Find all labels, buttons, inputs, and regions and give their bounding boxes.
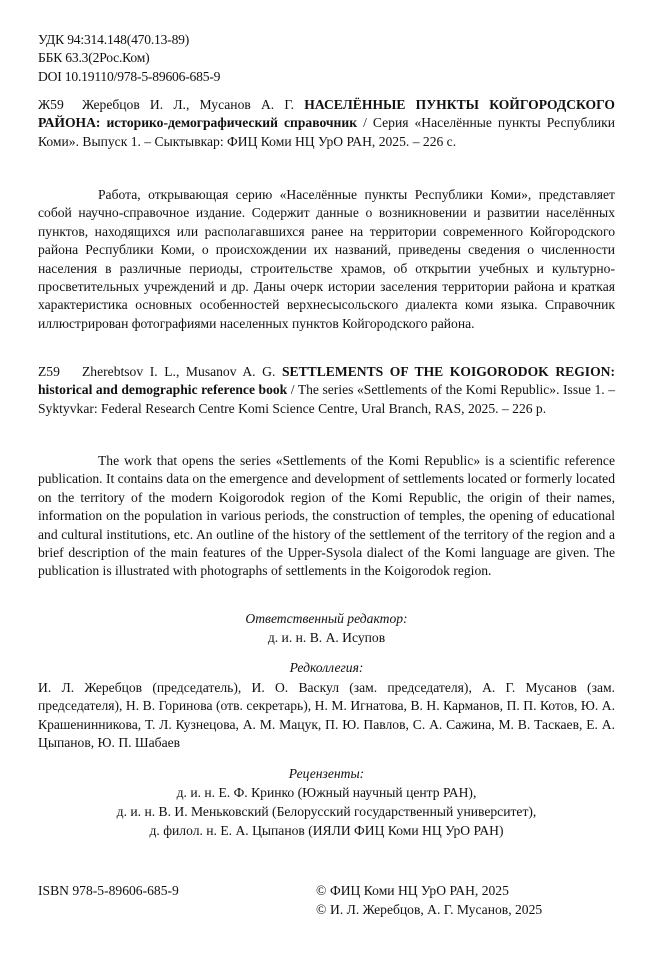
doi-code: DOI 10.19110/978-5-89606-685-9: [38, 68, 221, 84]
en-author-code: Z59: [38, 364, 60, 379]
editor-label: Ответственный редактор:: [245, 611, 408, 626]
ru-bibliographic-entry: [38, 96, 615, 151]
board-label: Редколлегия:: [289, 660, 364, 675]
ru-title: НАСЕЛЁННЫЕ ПУНКТЫ КОЙГОРОДСКОГО РАЙОНА: историко-демографический справочник: [38, 97, 616, 131]
classification-codes: [38, 31, 220, 86]
copyright-icon: ©: [316, 902, 327, 917]
udk-code: УДК 94:314.148(470.13-89): [38, 32, 190, 47]
ru-author-code: Ж59: [38, 97, 64, 112]
isbn: ISBN 978-5-89606-685-9: [38, 883, 179, 898]
reviewers-label: Рецензенты:: [288, 766, 365, 781]
en-authors: Zherebtsov I. L., Musanov A. G.: [82, 364, 282, 379]
editor-name: д. и. н. В. А. Исупов: [267, 630, 386, 645]
en-title: SETTLEMENTS OF THE KOIGORODOK REGION: historical and demographic reference book: [38, 364, 615, 398]
copyright-line-1: © ФИЦ Коми НЦ УрО РАН, 2025: [316, 882, 509, 900]
copyright-icon: ©: [316, 883, 327, 898]
en-abstract: The work that opens the series «Settlements of the Komi Republic» is a scientific reference publication. It contains data on the emergence and development of settlements located or formerly located on the territory of the modern Koigorodok region of the Komi Republic, the origin of their names, information on the population in various periods, the construction of temples, the opening of educational and cultural institutions, etc. An outline of the history of the settlement of the territory of the region and a brief description of the main features of the Upper-Sysola dialect of the Komi language are given. The publication is illustrated with photographs of settlements in the Koigorodok region.: [38, 453, 615, 579]
en-publication-info: / The series «Settlements of the Komi Republic». Issue 1. – Syktyvkar: Federal Research Centre Komi Science Centre, Ural Branch, RAS, 2025. – 226 p.: [38, 382, 616, 416]
ru-authors: Жеребцов И. Л., Мусанов А. Г.: [82, 97, 305, 112]
reviewer-2: д. и. н. В. И. Меньковский (Белорусский государственный университет),: [116, 804, 537, 819]
en-bibliographic-entry: [38, 363, 615, 418]
ru-abstract: Работа, открывающая серию «Населённые пункты Республики Коми», представляет собой научно-справочное издание. Содержит данные о возникновении и развитии населённых пунктов, находящихся или располагавшихся ранее на территории современного Койгородского района Республики Коми, о происхождении их названий, приведены сведения о численности населения в различные периоды, строительстве храмов, об открытии учебных и культурно-просветительных учреждений и др. Даны очерк истории заселения территории района и краткая характеристика основных особенностей верхнесысольского диалекта коми языка. Справочник иллюстрирован фотографиями населенных пунктов Койгородского района.: [38, 187, 615, 331]
board-members: И. Л. Жеребцов (председатель), И. О. Васкул (зам. председателя), А. Г. Мусанов (зам. председателя), Н. В. Горинова (отв. секретарь), Н. М. Игнатова, В. Н. Карманов, П. П. Котов, Ю. А. Крашенинникова, Т. Л. Кузнецова, А. М. Мацук, П. Ю. Павлов, С. А. Сажина, М. В. Таскаев, Е. А. Цыпанов, Ю. П. Шабаев: [38, 680, 615, 751]
bbk-code: ББК 63.3(2Рос.Ком): [38, 50, 150, 66]
ru-publication-info: / Серия «Населённые пункты Республики Коми». Выпуск 1. – Сыктывкар: ФИЦ Коми НЦ УрО РАН, 2025. – 226 с.: [38, 115, 615, 149]
copyright-line-2: © И. Л. Жеребцов, А. Г. Мусанов, 2025: [316, 901, 542, 919]
reviewer-3: д. филол. н. Е. А. Цыпанов (ИЯЛИ ФИЦ Коми НЦ УрО РАН): [149, 823, 504, 838]
reviewer-1: д. и. н. Е. Ф. Кринко (Южный научный центр РАН),: [176, 785, 477, 800]
